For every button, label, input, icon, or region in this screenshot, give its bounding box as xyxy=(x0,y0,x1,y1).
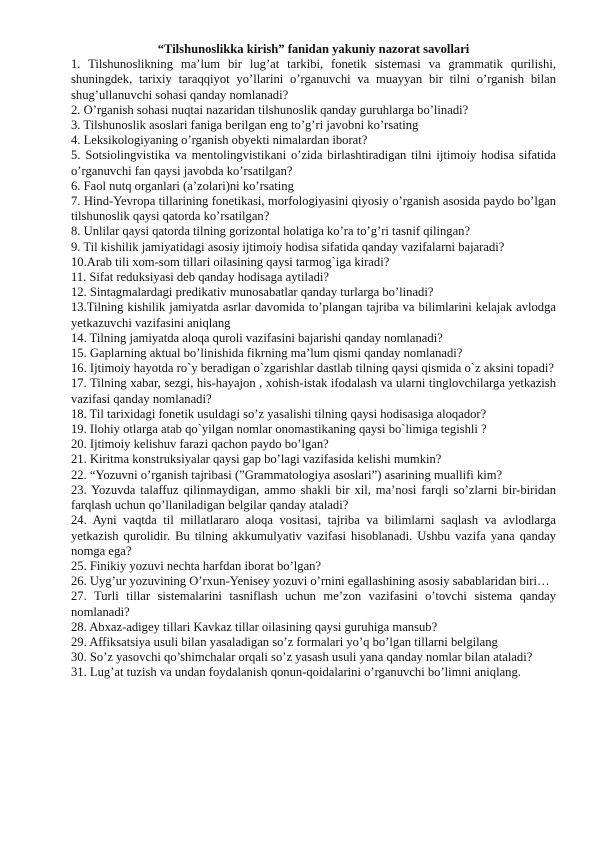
question-item: 13.Tilning kishilik jamiyatda asrlar davomida to’plangan tajriba va bilimlarini kelajak avlodga yetkazuvchi vazifasini aniqlang xyxy=(71,300,556,330)
question-item: 7. Hind-Yevropa tillarining fonetikasi, morfologiyasini qiyosiy o’rganish asosida paydo bo’lgan tilshunoslik qaysi qatorda ko’rsatilgan? xyxy=(71,194,556,224)
question-item: 3. Tilshunoslik asoslari faniga berilgan eng to’g’ri javobni ko’rsating xyxy=(71,118,419,133)
question-item: 18. Til tarixidagi fonetik usuldagi so’z yasalishi tilning qaysi hodisasiga aloqador? xyxy=(71,406,487,421)
question-item: 31. Lug’at tuzish va undan foydalanish qonun-qoidalarini o’rganuvchi bo’limni aniqlang. xyxy=(71,665,521,680)
question-item: 16. Ijtimoiy hayotda ro`y beradigan o`zgarishlar dastlab tilning qaysi qismida o`z aksini topadi? xyxy=(71,361,554,376)
question-item: 26. Uyg’ur yozuvining O’rxun-Yenisey yozuvi o’rnini egallashining asosiy sabablaridan biri… xyxy=(71,574,550,589)
question-item: 23. Yozuvda talaffuz qilinmaydigan, ammo shakli bir xil, ma’nosi farqli so’zlarni bir-biridan farqlash uchun qo’llaniladigan belgilar qanday ataladi? xyxy=(71,482,556,513)
question-item: 25. Finikiy yozuvi nechta harfdan iborat bo’lgan? xyxy=(71,558,322,573)
document-page xyxy=(71,42,556,681)
question-item: 24. Ayni vaqtda til millatlararo aloqa vositasi, tajriba va bilimlarni saqlash va avlodlarga yetkazish qurolidir. Bu tilning akkumulyativ vazifasi hisoblanadi. Ushbu vazifa yana qanday nomga ega? xyxy=(71,513,556,558)
question-item: 21. Kiritma konstruksiyalar qaysi gap bo’lagi vazifasida kelishi mumkin? xyxy=(71,452,442,467)
question-item: 1. Tilshunoslikning ma’lum bir lug’at tarkibi, fonetik sistemasi va grammatik qurilishi, shuningdek, tarixiy taraqqiyot yo’llarini o’rganuvchi va muayyan bir tilni o’rganish bilan shug’ullanuvchi sohasi qanday nomlanadi? xyxy=(71,57,556,102)
question-item: 20. Ijtimoiy kelishuv farazi qachon paydo bo’lgan? xyxy=(71,437,329,452)
question-item: 12. Sintagmalardagi predikativ munosabatlar qanday turlarga bo’linadi? xyxy=(71,285,434,300)
question-item: 30. So’z yasovchi qo’shimchalar orqali so’z yasash usuli yana qanday nomlar bilan ataladi? xyxy=(71,650,533,665)
question-item: 19. Ilohiy otlarga atab qo`yilgan nomlar onomastikaning qaysi bo`limiga tegishli ? xyxy=(71,422,487,437)
question-item: 14. Tilning jamiyatda aloqa quroli vazifasini bajarishi qanday nomlanadi? xyxy=(71,330,443,345)
question-item: 28. Abxaz-adigey tillari Kavkaz tillar oilasining qaysi guruhiga mansub? xyxy=(71,619,438,634)
question-item: 11. Sifat reduksiyasi deb qanday hodisaga aytiladi? xyxy=(71,270,329,285)
document-title: “Tilshunoslikka kirish” fanidan yakuniy nazorat savollari xyxy=(157,42,470,56)
question-item: 17. Tilning xabar, sezgi, his-hayajon , xohish-istak ifodalash va ularni tinglovchilarga yetkazish vazifasi qanday nomlanadi? xyxy=(71,376,556,406)
question-item: 22. “Yozuvni o’rganish tajribasi (”Grammatologiya asoslari”) asarining muallifi kim? xyxy=(71,467,503,482)
question-item: 5. Sotsiolingvistika va mentolingvistikani o’zida birlashtiradigan tilni ijtimoiy hodisa sifatida o’rganuvchi fan qaysi javobda ko’rsatilgan? xyxy=(71,148,556,178)
question-item: 9. Til kishilik jamiyatidagi asosiy ijtimoiy hodisa sifatida qanday vazifalarni bajaradi? xyxy=(71,239,505,254)
question-item: 6. Faol nutq organlari (a’zolari)ni ko’rsating xyxy=(71,178,294,193)
question-item: 15. Gaplarning aktual bo’linishida fikrning ma’lum qismi qanday nomlanadi? xyxy=(71,346,463,361)
question-item: 29. Affiksatsiya usuli bilan yasaladigan so’z formalari yo’q bo’lgan tillarni belgilang xyxy=(71,634,498,649)
question-list xyxy=(71,57,556,680)
question-item: 10.Arab tili xom-som tillari oilasining qaysi tarmog`iga kiradi? xyxy=(71,254,390,269)
question-item: 27. Turli tillar sistemalarini tasniflash uchun me’zon vazifasini o’tovchi sistema qanday nomlanadi? xyxy=(71,589,556,619)
question-item: 4. Leksikologiyaning o’rganish obyekti nimalardan iborat? xyxy=(71,133,368,148)
question-item: 8. Unlilar qaysi qatorda tilning gorizontal holatiga ko’ra to’g’ri tasnif qilingan? xyxy=(71,224,471,239)
question-item: 2. O’rganish sohasi nuqtai nazaridan tilshunoslik qanday guruhlarga bo’linadi? xyxy=(71,102,469,117)
